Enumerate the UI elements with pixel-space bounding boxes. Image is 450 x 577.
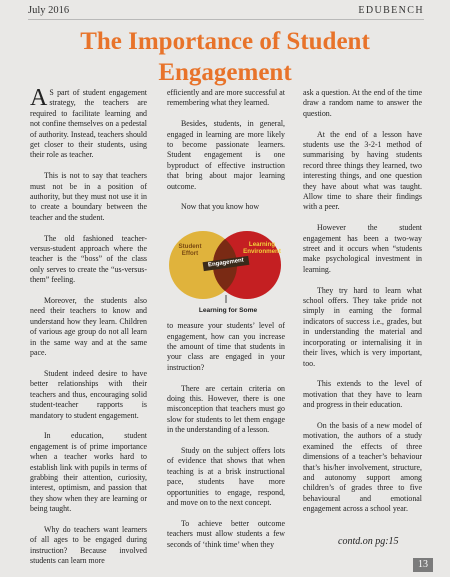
column-3 <box>303 88 422 525</box>
paragraph: Now that you know how <box>181 202 260 212</box>
paragraph: ask a question. At the end of the time draw a random name to answer the question. <box>303 88 422 118</box>
paragraph: Moreover, the students also need their teachers to know and understand how they learn. Children of various age group do not all learn in the same way and at the same pace. <box>30 296 147 358</box>
learning-environment-label: Learning Environment <box>243 241 281 256</box>
paragraph: The old fashioned teacher-versus-student approach where the teacher is the “boss” of the class only serves to create the “us-versus-them” feeling. <box>30 233 147 285</box>
header-divider <box>28 19 424 20</box>
drop-cap: A <box>30 85 48 111</box>
page-header <box>0 0 450 22</box>
venn-graphic <box>167 223 285 317</box>
paragraph: At the end of a lesson have students use the 3-2-1 method of summarising by having students record three things they learned, two interesting things, and one question they have about what was taught. Allow time to share their findings with a peer. <box>303 129 422 212</box>
column-1 <box>30 85 147 577</box>
learning-for-some-label: Learning for Some <box>198 307 258 315</box>
paragraph: However the student engagement has been a two-way street and it occurs when “students make psychological investment in learning. <box>303 223 422 274</box>
paragraph: This extends to the level of motivation that they have to learn and progress in their education. <box>303 379 422 410</box>
paragraph <box>30 85 147 161</box>
paragraph: On the basis of a new model of motivation, the authors of a study examined the effects of three dimensions of a teacher’s behaviour that’s his/her involvement, structure, and autonomy support among children’s of grades three to five behavioural and emotional engagement across a school year. <box>303 420 422 514</box>
page-number: 13 <box>413 558 433 572</box>
article-title: The Importance of Student Engagement <box>80 28 370 86</box>
paragraph: To achieve better outcome teachers must allow students a few seconds of ‘think time’ when they <box>167 518 285 549</box>
continued-note: contd.on pg:15 <box>338 536 399 547</box>
column-2 <box>167 88 285 561</box>
paragraph: to measure your students’ level of engagement, how can you increase the amount of time that students in your class are engaged in your instruction? <box>167 321 285 372</box>
engagement-venn-diagram <box>167 223 285 317</box>
paragraph: They try hard to learn what school offers. They take pride not simply in earning the formal indicators of success i.e., grades, but in understanding the material and incorporating or internalising it in their lives, which is very important, too. <box>303 285 422 368</box>
engagement-label: Engagement <box>203 256 250 271</box>
paragraph: This is not to say that teachers must not be in a position of authority, but they must not use it in to create a boundary between the teacher and the student. <box>30 171 147 222</box>
magazine-name: EDUBENCH <box>358 5 424 16</box>
paragraph: efficiently and are more successful at remembering what they learned. <box>167 88 285 108</box>
paragraph: Besides, students, in general, engaged in learning are more likely to become passionate learners. Student engagement is one byproduct of effective instruction that bring about major learning outcome. <box>167 119 285 191</box>
paragraph-text: S part of student engagement strategy, the teachers are required to facilitate learning and not confine themselves on a pedestal of authority. Instead, teachers should get closer to their students, using their role as teacher. <box>30 88 147 160</box>
issue-date: July 2016 <box>28 5 70 16</box>
paragraph: Student indeed desire to have better relationships with their teachers and thus, encouraging solid student-teacher rapports is mandatory to student engagement. <box>30 368 147 420</box>
student-effort-label: Student Effort <box>178 243 202 258</box>
paragraph: There are certain criteria on doing this. However, there is one misconception that teachers must go slow for students to let them engage in the understanding of a lesson. <box>167 383 285 435</box>
paragraph: Why do teachers want learners of all ages to be engaged during instruction? Because involved students can learn more <box>30 524 147 566</box>
paragraph: Study on the subject offers lots of evidence that shows that when teaching is at a brisk instructional pace, students have more opportunities to engage, respond, and move on to the next concept. <box>167 446 285 508</box>
paragraph: In education, student engagement is of prime importance when a teacher works hard to establish link with pupils in terms of grabbing their attention, curiosity, interest, optimism, and passion that they show when they are learning or being taught. <box>30 431 147 514</box>
